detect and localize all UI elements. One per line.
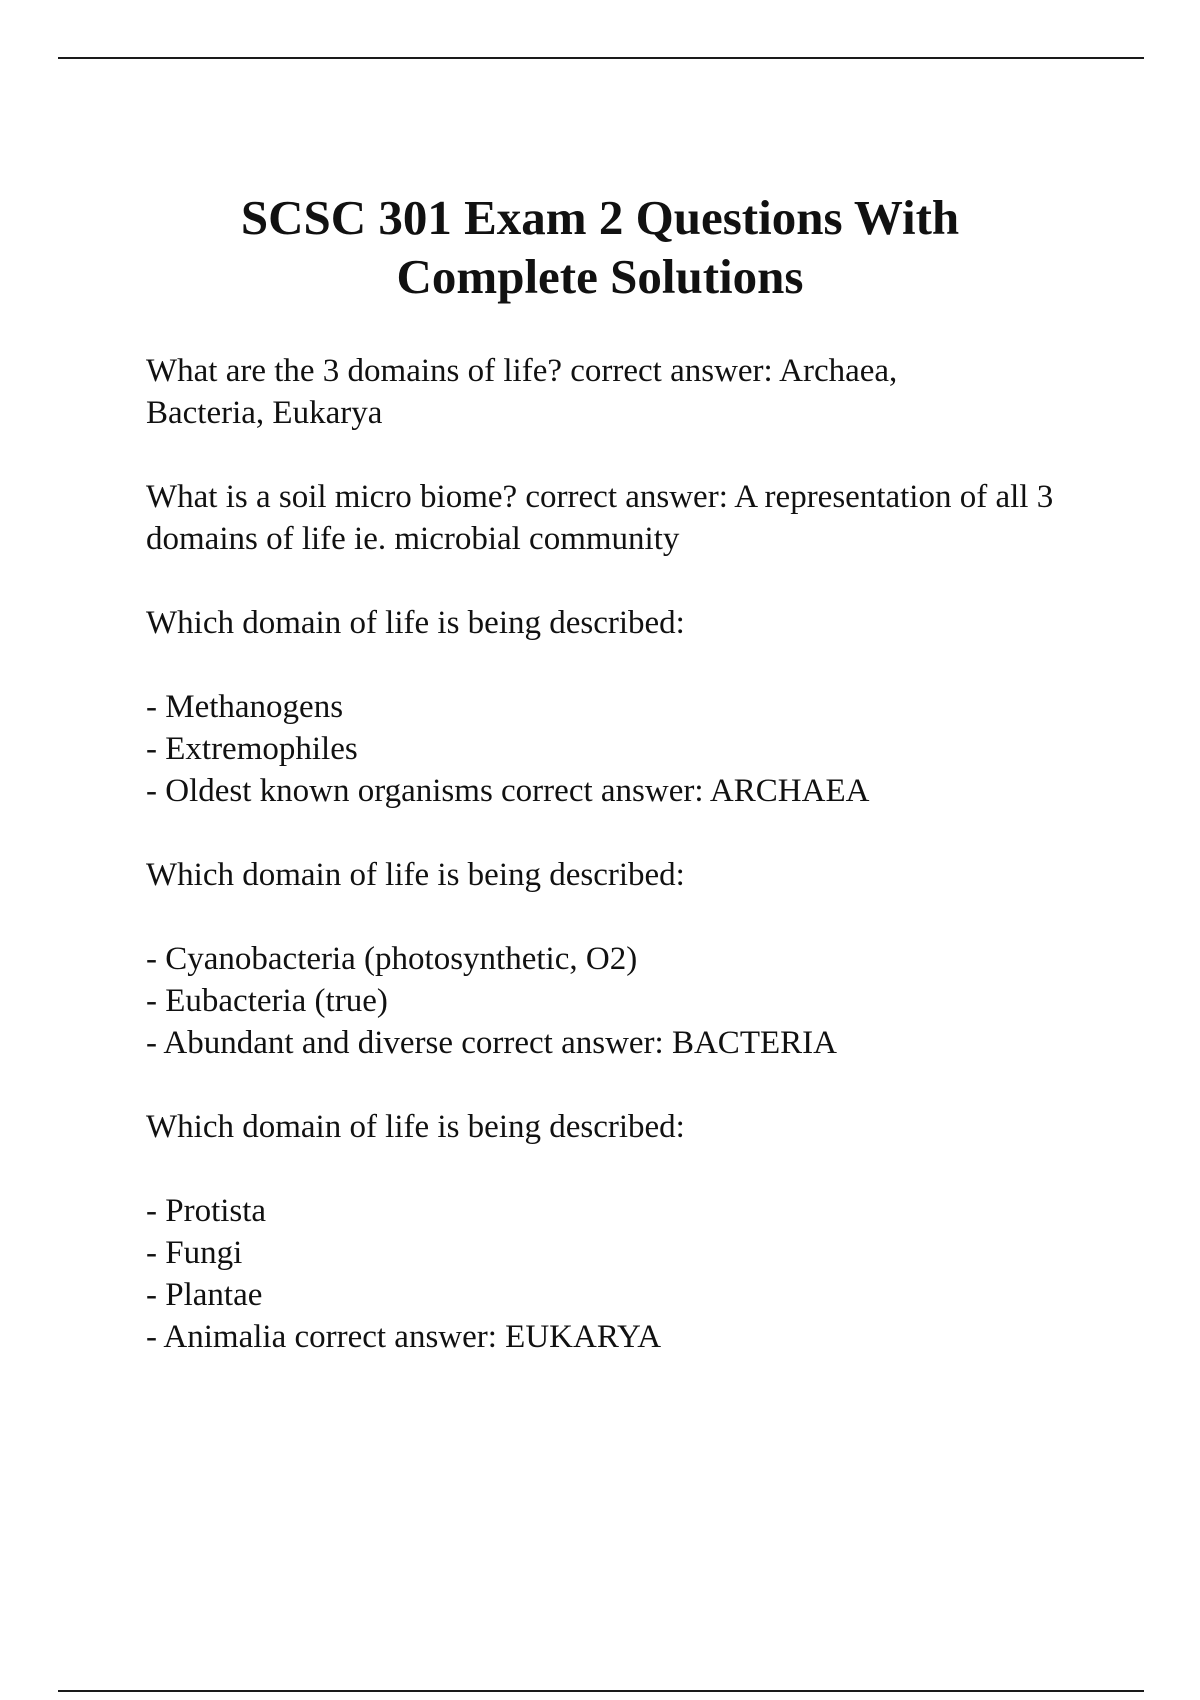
qa-bullet: - Plantae [146, 1277, 263, 1313]
qa-question: What is a soil micro biome? correct answer: A representation of all 3 domains of life ie. microbial community [146, 479, 1054, 557]
qa-bullet: - Methanogens [146, 689, 344, 725]
qa-question: Which domain of life is being described: [146, 857, 685, 893]
qa-bullets [146, 938, 1146, 1064]
qa-item-4 [146, 854, 1146, 1064]
qa-bullet: - Eubacteria (true) [146, 983, 388, 1019]
qa-bullet: - Oldest known organisms correct answer: ARCHAEA [146, 773, 870, 809]
qa-bullet: - Extremophiles [146, 731, 358, 767]
qa-bullet: - Protista [146, 1193, 267, 1229]
top-rule [58, 57, 1144, 59]
qa-bullets [146, 686, 1146, 812]
qa-item-2 [146, 476, 1146, 560]
page-title [0, 188, 1200, 306]
qa-item-5 [146, 1106, 1146, 1358]
qa-bullets [146, 1190, 1146, 1358]
qa-bullet: - Animalia correct answer: EUKARYA [146, 1319, 662, 1355]
qa-bullet: - Abundant and diverse correct answer: BACTERIA [146, 1025, 837, 1061]
qa-question: Which domain of life is being described: [146, 605, 685, 641]
qa-list [146, 350, 1146, 1400]
qa-question: What are the 3 domains of life? correct answer: Archaea, Bacteria, Eukarya [146, 353, 898, 431]
bottom-rule [58, 1690, 1144, 1692]
qa-item-3 [146, 602, 1146, 812]
qa-bullet: - Cyanobacteria (photosynthetic, O2) [146, 941, 638, 977]
title-line-2: Complete Solutions [396, 249, 804, 304]
qa-bullet: - Fungi [146, 1235, 243, 1271]
qa-item-1 [146, 350, 1146, 434]
title-line-1: SCSC 301 Exam 2 Questions With [240, 190, 960, 245]
qa-question: Which domain of life is being described: [146, 1109, 685, 1145]
